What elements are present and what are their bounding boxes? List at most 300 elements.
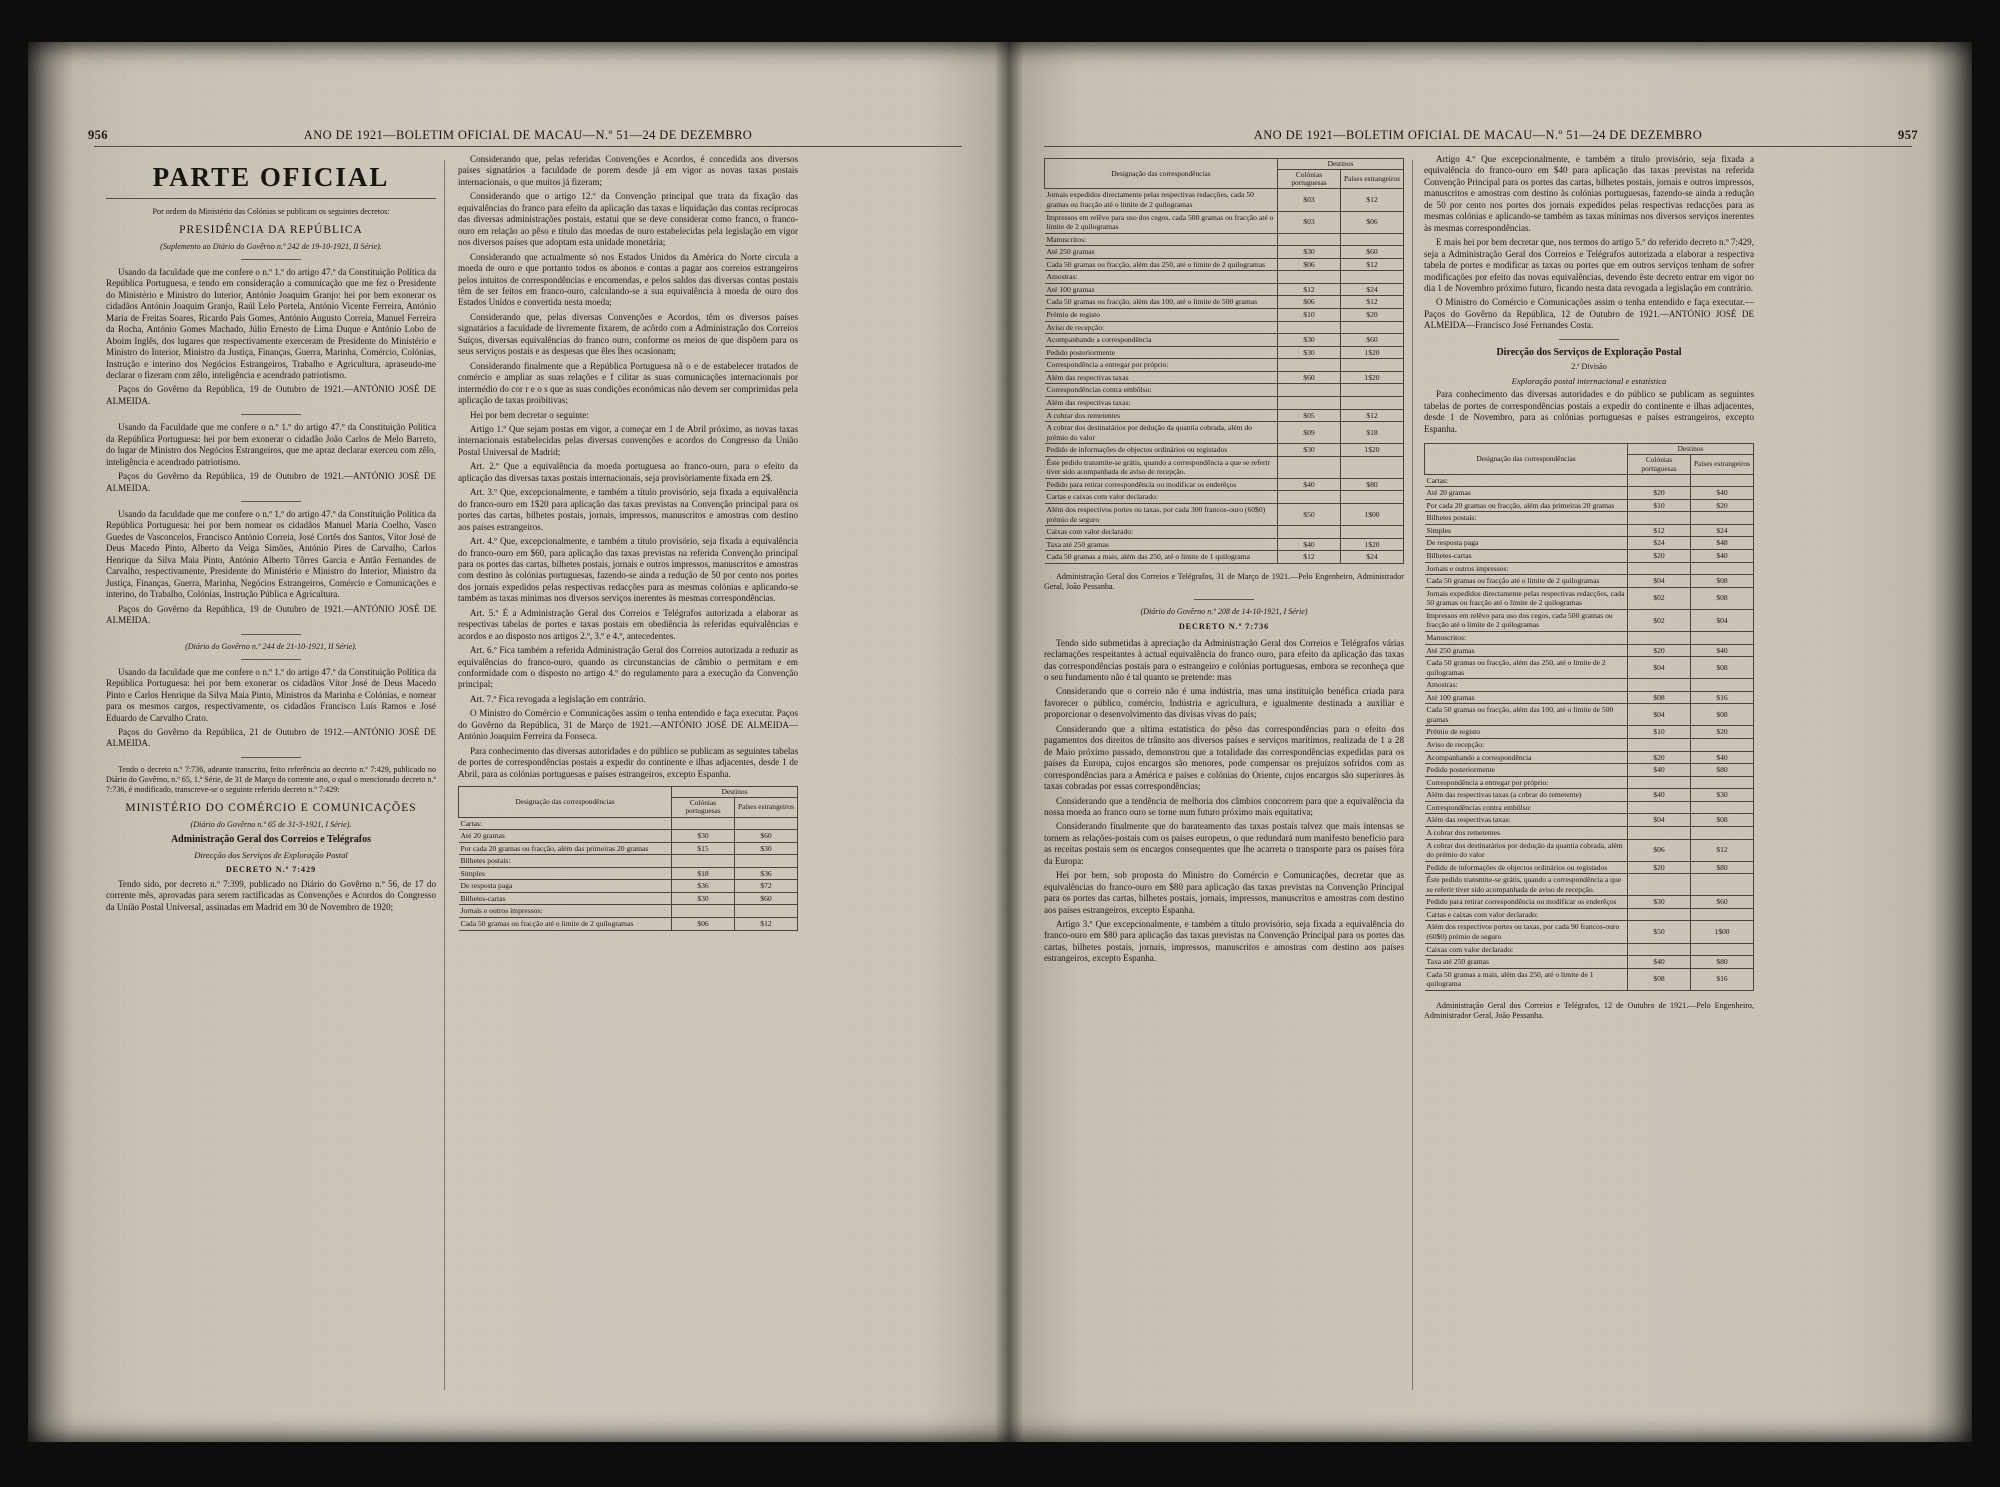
section-administracao: Administração Geral dos Correios e Telégrafos — [170, 834, 372, 846]
rate-estrangeiros — [1341, 233, 1404, 246]
rate-estrangeiros: $36 — [735, 867, 798, 880]
rate-estrangeiros: $60 — [735, 830, 798, 843]
table-row — [1425, 968, 1754, 990]
rate-estrangeiros: $48 — [1691, 537, 1754, 550]
divider-4 — [241, 634, 301, 635]
table-row — [1425, 609, 1754, 631]
rate-description: Cartas: — [459, 817, 672, 830]
rate-colonias: $40 — [1278, 538, 1341, 551]
rate-description: Pedido posteriormente — [1045, 346, 1278, 359]
col-header-destinos: Destinos — [1628, 444, 1754, 455]
paragraph: Para conhecimento das diversas autoridades e do público se publicam as seguintes tabelas de portes de correspondências postais a expedir do continente e ilhas adjacentes, desde 1 de Abril, para as colónias portuguesas e países estrangeiros, excepto Espanha. — [458, 745, 798, 779]
rate-colonias — [1628, 679, 1691, 692]
rate-colonias: $03 — [1278, 189, 1341, 211]
table-row — [1045, 396, 1404, 409]
left-column-1 — [106, 154, 436, 916]
rate-colonias: $20 — [1628, 861, 1691, 874]
section-divisao: 2.ª Divisão — [1571, 362, 1607, 372]
table-row — [1425, 487, 1754, 500]
rate-description: Jornais e outros impressos: — [1425, 562, 1628, 575]
table-row — [1425, 751, 1754, 764]
paragraph: Considerando que a tendência de melhoria dos câmbios concorrem para que a equivalência da nossa moeda ao franco ouro se torne num futuro próximo mais equitativa; — [1044, 795, 1404, 817]
rate-estrangeiros — [1691, 512, 1754, 525]
rate-colonias: $40 — [1628, 764, 1691, 777]
paragraph: Considerando finalmente que do barateamento das taxas postais talvez que mais intensas se tornem as relações-postais com os países europeus, o que redundará num manifesto benefício para as receitas postais sem os encargos consequentes que lhe acarreta o transporte para os países fóra da Europa: — [1044, 821, 1404, 866]
rate-estrangeiros — [1341, 456, 1404, 478]
rate-estrangeiros: 1$20 — [1341, 346, 1404, 359]
paragraph: Art. 4.º Que, excepcionalmente, e também a título provisório, seja fixada a equivalência do franco-ouro em $60, para aplicação das taxas previstas na referida Convenção principal para os portes das cartas, bilhetes postais, jornais e outros impressos, manuscritos e amostras com destino às colónias portuguesas, fazendo-se ainda a redução de 50 por cento nos portes dos jornais expedidos pelas respectivas redacções para as mesmas colónias e aplicando-se também as taxas mínimas nos diversos serviços inerentes às mesmas correspondências. — [458, 536, 798, 604]
paragraph: Considerando que, pelas referidas Convenções e Acordos, é concedida aos diversos países signatários a faculdade de porem desde já em vigor as novas taxas postais internacionais, o que muitos já fizeram; — [458, 154, 798, 187]
col-header-colonias: Colónias portuguesas — [672, 798, 735, 817]
paragraph: Hei por bem, sob proposta do Ministro do Comércio e Comunicações, decretar que as equivalências do franco-ouro em $80 para aplicação das taxas previstas na Convenção Principal para os portes das cartas, bilhetes postais, jornais, impressos, manuscritos e amostras com destino aos países estrangeiros, excepto Espanha. — [1044, 870, 1404, 915]
table-row — [1425, 704, 1754, 726]
rates-table-right-top — [1044, 158, 1404, 564]
col-header-estrangeiros: Países estrangeiros — [735, 798, 798, 817]
left-edge-shadow — [28, 42, 74, 1442]
table-row — [1425, 764, 1754, 777]
section-presidencia: PRESIDÊNCIA DA REPÚBLICA — [179, 224, 363, 237]
paragraph: Usando da faculdade que me confere o n.º 1.º do artigo 47.º da Constituição Política da República Portuguesa, e tendo em consideração a comunicação que me fez o Presidente do Ministério e Ministro do Interior, António Joaquim Granjo: hei por bem exonerar os cidadãos António Joaquim Granjo, Raúl Lelo Portela, António Vicente Ferreira, António Maria de Freitas Soares, Ricardo Pais Gomes, António Augusto Correia, Manuel Ferreira da Rocha, António Gomes Machado, Júlio Ernesto de Lima Duque e António Lobo de Aboim Inglês, dos lugares que respectivamente exerceram de Presidente do Ministério e Ministro do Interior, Ministro da Justiça, Finanças, Guerra, Marinha, Comércio, Colónias, Instrução e interino dos Negócios Estrangeiros, Trabalho e Agricultura, apraseudo-me declarar o fizeram com zêlo, inteligência e acendrado patriotismo. — [106, 266, 436, 380]
rate-estrangeiros: $40 — [1691, 751, 1754, 764]
left-head-rule — [94, 146, 962, 147]
table-row — [1045, 456, 1404, 478]
rate-colonias: $40 — [1278, 478, 1341, 491]
rate-estrangeiros: $12 — [1341, 296, 1404, 309]
col-header-colonias: Colónias portuguesas — [1628, 455, 1691, 474]
rate-estrangeiros — [1691, 908, 1754, 921]
table-row — [1425, 657, 1754, 679]
rate-description: Pedido para retirar correspondência ou modificar os enderêços — [1425, 896, 1628, 909]
decree-number-7429: DECRETO N.º 7:429 — [225, 864, 317, 874]
rate-colonias: $40 — [1628, 956, 1691, 969]
note-decree-reference: Tendo o decreto n.º 7:736, adeante transcrito, feito referência ao decreto n.º 7:429, publicado no Diário do Govêrno, n.º 65, 1.ª Série, de 31 de Março do corrente ano, o qual o mencionado decreto n.º 7:736, é modificado, transcreve-se o seguinte referido decreto n.º 7:429: — [106, 764, 437, 795]
paragraph: O Ministro do Comércio e Comunicações assim o tenha entendido e faça executar.—Paços do Govêrno da República, 12 de Outubro de 1921.—ANTÓNIO JOSÉ DE ALMEIDA—Francisco José Fernandes Costa. — [1424, 297, 1754, 331]
rates-table-right-bottom — [1424, 443, 1754, 991]
rate-colonias: $15 — [672, 842, 735, 855]
rate-estrangeiros: $60 — [1341, 334, 1404, 347]
rate-description: Cada 50 gramas a mais, além das 250, até o limite de 1 quilograma — [1045, 551, 1278, 564]
rate-description: Além das respectivas taxas (a cobrar do remetente) — [1425, 789, 1628, 802]
rate-description: Aviso de recepção: — [1045, 321, 1278, 334]
rate-estrangeiros: $08 — [1691, 814, 1754, 827]
rate-description: Jornais expedidos directamente pelas respectivas redacções, cada 50 gramas ou fracção até o limite de 2 quilogramas — [1045, 189, 1278, 211]
table-row — [459, 817, 798, 830]
table-row — [1045, 296, 1404, 309]
paragraph: Considerando que a ultima estatística do pêso das correspondências para o efeito dos pagamentos dos direitos de trânsito aos diversos países e serviços marítimos, realizada de 1 a 28 de Maio próximo passado, demonstrou que a totalidade das correspondências expedidas para os países da Europa, cujos encargos são menores, pode compensar os prejuízos sofridos com as correspondências para a América e países e colónias do Oriente, cujos encargos são superiores às taxas cobradas por essas correspondências; — [1044, 723, 1404, 792]
paragraph: Paços do Govêrno da República, 19 de Outubro de 1921.—ANTÓNIO JOSÉ DE ALMEIDA. — [106, 384, 436, 406]
rate-estrangeiros: $12 — [1691, 839, 1754, 861]
paragraph: Tendo sido, por decreto n.º 7:399, publicado no Diário do Govêrno n.º 56, de 17 do corrente mês, aprovadas para serem ractificadas as Convenções e Acordos do Congresso da União Postal Universal, assinadas em Madrid em 30 de Novembro de 1920; — [106, 878, 436, 912]
table-row — [1425, 524, 1754, 537]
table-row — [1425, 814, 1754, 827]
divider-6 — [241, 757, 301, 758]
rate-colonias — [672, 817, 735, 830]
rate-description: Êste pedido transmite-se grátis, quando a correspondência a que se referir tiver sido acompanhada de aviso de recepção. — [1425, 874, 1628, 896]
right-column-1 — [1044, 154, 1404, 968]
table-row — [1425, 908, 1754, 921]
paragraph: Artigo 3.º Que excepcionalmente, e também a título provisório, seja fixada a equivalência do franco-ouro em $80 para aplicação das taxas previstas na Convenção Principal para os portes das cartas, bilhetes postais, jornais, impressos, manuscritos e amostras com destino aos países estrangeiros, excepto Espanha. — [1044, 919, 1404, 964]
rate-estrangeiros: $40 — [1691, 487, 1754, 500]
table-row — [1425, 739, 1754, 752]
table-row — [459, 867, 798, 880]
table-row — [1045, 526, 1404, 539]
table-row — [1045, 538, 1404, 551]
rate-colonias — [1278, 456, 1341, 478]
table-row — [1045, 334, 1404, 347]
rate-colonias: $60 — [1278, 371, 1341, 384]
rate-estrangeiros: $16 — [1691, 691, 1754, 704]
rate-colonias: $03 — [1278, 211, 1341, 233]
rate-estrangeiros — [1691, 776, 1754, 789]
table-row — [1045, 246, 1404, 259]
rate-colonias: $06 — [1278, 258, 1341, 271]
rate-colonias: $50 — [1628, 921, 1691, 943]
rate-description: Aviso de recepção: — [1425, 739, 1628, 752]
rate-colonias — [1628, 801, 1691, 814]
table-row — [1045, 283, 1404, 296]
col-header-description: Designação das correspondências — [1045, 159, 1278, 189]
col-header-colonias: Colónias portuguesas — [1278, 170, 1341, 189]
paragraph: Usando da faculdade que me confere o n.º 1.º do artigo 47.º da Constituição Política da República Portuguesa: hei por bem exonerar os cidadãos Vítor José de Deus Macedo Pinto e Carlos Henrique da Silva Maia Pinto, Ministros da Marinha e Colónias, e nomear para os mesmos cargos, respectivamente, os cidadãos Francisco Luís Ramos e José Eduardo de Carvalho Crato. — [106, 666, 436, 723]
rate-estrangeiros: $40 — [1691, 644, 1754, 657]
table-row — [1425, 896, 1754, 909]
rate-estrangeiros — [1691, 943, 1754, 956]
rates-table-right-bottom-body — [1425, 474, 1754, 990]
rate-description: Até 250 gramas — [1425, 644, 1628, 657]
signature-2: Administração Geral dos Correios e Telégrafos, 12 de Outubro de 1921.—Pelo Engenheiro, Administrador Geral, João Pessanha. — [1424, 1000, 1754, 1021]
table-row — [1425, 550, 1754, 563]
title-rule — [106, 198, 436, 199]
rate-colonias: $30 — [1278, 246, 1341, 259]
rate-description: Por cada 20 gramas ou fracção, além das primeiras 20 gramas — [459, 842, 672, 855]
table-row — [1045, 359, 1404, 372]
rate-estrangeiros: $24 — [1341, 551, 1404, 564]
decree-number-7736: DECRETO N.º 7:736 — [1178, 622, 1270, 632]
rate-description: Cartas e caixas com valor declarado: — [1425, 908, 1628, 921]
col-header-destinos: Destinos — [672, 787, 798, 798]
paragraph: Art. 2.º Que a equivalência da moeda portuguesa ao franco-ouro, para o efeito da aplicação das diversas taxas postais internacionais, seja provisòriamente fixada em 2$. — [458, 461, 798, 483]
rate-description: Prémio de registo — [1425, 726, 1628, 739]
table-row — [1425, 861, 1754, 874]
table-row — [459, 842, 798, 855]
rate-colonias: $04 — [1628, 575, 1691, 588]
rate-description: Pedido de informações de objectos ordinários ou registados — [1045, 444, 1278, 457]
rate-estrangeiros: $60 — [1341, 246, 1404, 259]
rate-description: Jornais e outros impressos: — [459, 905, 672, 918]
rate-estrangeiros — [1341, 384, 1404, 397]
table-row — [1045, 444, 1404, 457]
rate-description: Impressos em relêvo para uso dos cegos, cada 500 gramas ou fracção até o limite de 2 quilogramas — [1425, 609, 1628, 631]
rate-description: Pedido de informações de objectos ordinários ou registados — [1425, 861, 1628, 874]
rate-description: Correspondências contra embôlso: — [1045, 384, 1278, 397]
rate-estrangeiros: $08 — [1691, 575, 1754, 588]
table-row — [1425, 826, 1754, 839]
rate-colonias: $30 — [1278, 346, 1341, 359]
rate-estrangeiros: 1$00 — [1691, 921, 1754, 943]
source-2: (Diário do Govêrno n.º 244 de 21-10-1921, II Série). — [185, 641, 357, 651]
rate-colonias — [1628, 908, 1691, 921]
rate-colonias: $06 — [1278, 296, 1341, 309]
signature-1: Administração Geral dos Correios e Telégrafos, 31 de Março de 1921.—Pelo Engenheiro, Administrador Geral, João Pessanha. — [1044, 571, 1404, 592]
page-title: PARTE OFICIAL — [152, 162, 390, 192]
col-header-estrangeiros: Países estrangeiros — [1691, 455, 1754, 474]
rate-description: Caixas com valor declarado: — [1425, 943, 1628, 956]
rate-description: Pedido posteriormente — [1425, 764, 1628, 777]
paragraph: Hei por bem decretar o seguinte: — [470, 409, 589, 420]
rate-estrangeiros: $16 — [1691, 968, 1754, 990]
rate-colonias: $20 — [1628, 550, 1691, 563]
table-row — [1045, 233, 1404, 246]
rate-estrangeiros — [735, 905, 798, 918]
book-spread — [28, 42, 1972, 1442]
rate-description: Amostras: — [1045, 271, 1278, 284]
rate-estrangeiros: $40 — [1691, 550, 1754, 563]
rates-table-left — [458, 786, 798, 930]
divider-r2 — [1559, 339, 1619, 340]
rate-description: Até 20 gramas — [459, 830, 672, 843]
rate-estrangeiros — [1691, 631, 1754, 644]
rate-estrangeiros: $18 — [1341, 422, 1404, 444]
rate-colonias — [1628, 874, 1691, 896]
paragraph: E mais hei por bem decretar que, nos termos do artigo 5.º do referido decreto n.º 7:429, seja a Administração Geral dos Correios e Telégrafos autorizada a elaborar a respectiva tabela de portes e modificar as taxas ou portes que em outros serviços tenham de sofrer modificações por efeito das novas equivalências, devendo êste decreto entrar em vigor no dia 1 de Novembro próximo futuro, ficando nesta data revogada a legislação em contrário. — [1424, 237, 1754, 293]
rate-estrangeiros — [1341, 396, 1404, 409]
rate-colonias — [672, 905, 735, 918]
rate-colonias — [1628, 562, 1691, 575]
paragraph: Considerando finalmente que a República Portuguesa nã o e de estabelecer tratados de comércio e ampliar as suas relações e f cilitar as suas comunicações internacionais por intermédio do cor r e o s que as suas condições económicas não devem ser comprimidas pela aplicação de taxas proibitivas; — [458, 360, 798, 406]
table-row — [1425, 776, 1754, 789]
rate-description: Simples — [1425, 524, 1628, 537]
rate-description: Bilhetes-cartas — [1425, 550, 1628, 563]
rate-estrangeiros: $12 — [1341, 189, 1404, 211]
rate-colonias: $30 — [1278, 444, 1341, 457]
rate-colonias: $50 — [1278, 504, 1341, 526]
rate-description: Além dos respectivos portes ou taxas, por cada 90 francos-ouro (60$0) prémio de seguro — [1425, 921, 1628, 943]
right-page — [1038, 42, 1918, 1442]
rate-description: Taxa até 250 gramas — [1045, 538, 1278, 551]
rate-estrangeiros: $24 — [1691, 524, 1754, 537]
rate-colonias: $18 — [672, 867, 735, 880]
table-row — [1425, 575, 1754, 588]
rate-colonias — [1278, 396, 1341, 409]
rate-estrangeiros: $80 — [1691, 956, 1754, 969]
rate-colonias: $12 — [1278, 283, 1341, 296]
rate-description: Acompanhando a correspondência — [1425, 751, 1628, 764]
rate-description: Pedido para retirar correspondência ou modificar os enderêços — [1045, 478, 1278, 491]
paragraph: Artigo 1.º Que sejam postas em vigor, a começar em 1 de Abril próximo, as novas taxas internacionais estabelecidas pelas diversas convenções e acordos do Congresso da União Postal Universal de Madrid; — [458, 423, 798, 457]
rate-colonias: $06 — [1628, 839, 1691, 861]
rate-colonias — [1278, 321, 1341, 334]
rate-colonias — [1628, 739, 1691, 752]
table-row — [459, 830, 798, 843]
rate-description: Até 20 gramas — [1425, 487, 1628, 500]
table-row — [1045, 491, 1404, 504]
rate-description: Até 100 gramas — [1425, 691, 1628, 704]
rate-estrangeiros: $20 — [1691, 499, 1754, 512]
paragraph: Art. 7.º Fica revogada a legislação em contrário. — [470, 693, 646, 704]
rate-colonias — [1628, 826, 1691, 839]
rate-description: Cada 50 gramas ou fracção, além das 250, até o limite de 2 quilogramas — [1425, 657, 1628, 679]
rate-estrangeiros: $12 — [1341, 258, 1404, 271]
right-column-divider — [1412, 160, 1413, 1390]
left-column-2 — [458, 154, 798, 931]
table-row — [1045, 551, 1404, 564]
rate-colonias: $05 — [1278, 409, 1341, 422]
table-row — [1045, 211, 1404, 233]
divider-1 — [241, 259, 301, 260]
rate-description: Cada 50 gramas ou fracção, além das 250, até o limite de 2 quilogramas — [1045, 258, 1278, 271]
table-row — [1425, 921, 1754, 943]
rate-description: Além das respectivas taxas: — [1045, 396, 1278, 409]
rate-description: Cada 50 gramas ou fracção, além das 100, até o limite de 500 gramas — [1045, 296, 1278, 309]
table-row — [1045, 504, 1404, 526]
rate-colonias — [1278, 271, 1341, 284]
table-row — [1425, 587, 1754, 609]
rate-estrangeiros: 1$20 — [1341, 371, 1404, 384]
rate-estrangeiros: $80 — [1691, 861, 1754, 874]
rate-description: Caixas com valor declarado: — [1045, 526, 1278, 539]
table-row — [1425, 839, 1754, 861]
table-row — [1425, 631, 1754, 644]
rate-colonias: $08 — [1628, 968, 1691, 990]
left-folio: 956 — [88, 128, 108, 142]
paragraph: Considerando que, pelas diversas Convenções e Acordos, têm os diversos países signatários a faculdade de livremente fixarem, de acôrdo com a Administração dos Correios Suíços, diversas equivalências do franco ouro, conforme os meios de que dispõem para os seus serviços postais e as despesas que êles lhes ocasionam; — [458, 311, 798, 357]
rate-estrangeiros: $20 — [1341, 309, 1404, 322]
rate-description: Por cada 20 gramas ou fracção, além das primeiras 20 gramas — [1425, 499, 1628, 512]
section-ministerio: MINISTÉRIO DO COMÉRCIO E COMUNICAÇÕES — [125, 802, 417, 815]
rate-description: Bilhetes postais: — [1425, 512, 1628, 525]
paragraph: Considerando que o correio não é uma indústria, mas uma instituição benéfica criada para favorecer o público, comércio, Indústria e agricultura, e igualmente destinada a auxiliar e proporcionar o desenvolvimento das divisas vivas do país; — [1044, 686, 1404, 720]
rate-estrangeiros: $12 — [735, 918, 798, 931]
paragraph: Paços do Govêrno da República, 21 de Outubro de 1912.—ANTÓNIO JOSÉ DE ALMEIDA. — [106, 727, 436, 749]
rate-colonias: $30 — [1278, 334, 1341, 347]
rate-description: Êste pedido transmite-se grátis, quando a correspondência a que se referir tiver sido acompanhada de aviso de recepção. — [1045, 456, 1278, 478]
table-row — [1425, 537, 1754, 550]
paragraph: Art. 5.º É a Administração Geral dos Correios e Telégrafos autorizada a elaborar as respectivas tabelas de portes e taxas postais em obediência às referidas equivalências e acordos e ao disposto nos artigos 2.º, 3.º e 4.º, antecedentes. — [458, 607, 798, 641]
rate-description: Além dos respectivos portes ou taxas, por cada 300 francos-ouro (60$0) prémio de seguro — [1045, 504, 1278, 526]
rate-estrangeiros: $60 — [735, 892, 798, 905]
rate-description: Cada 50 gramas ou fracção até o limite de 2 quilogramas — [1425, 575, 1628, 588]
paragraph: O Ministro do Comércio e Comunicações assim o tenha entendido e faça executar. Paços do Govêrno da República, 31 de Março de 1921.—ANTÓNIO JOSÉ DE ALMEIDA—António Joaquim Ferreira da Fonseca. — [458, 708, 798, 742]
rate-estrangeiros: 1$20 — [1341, 444, 1404, 457]
rate-colonias: $04 — [1628, 657, 1691, 679]
rate-colonias — [1628, 474, 1691, 487]
divider-2 — [241, 414, 301, 415]
rate-description: Bilhetes-cartas — [459, 892, 672, 905]
paragraph: Usando da Faculdade que me confere o n.º 1.º do artigo 47.º da Constituição Política da República Portuguesa: hei por bem exonerar o cidadão João Carlos de Melo Barreto, do lugar de Ministro dos Negócios Estrangeiros, que me apraz declarar exerceu com zêlo, inteligência e acendrado patriotismo. — [106, 422, 436, 467]
table-row — [1425, 499, 1754, 512]
section-direccao-right: Direcção dos Serviços de Exploração Postal — [1496, 346, 1682, 358]
rate-estrangeiros — [1691, 474, 1754, 487]
table-row — [1425, 956, 1754, 969]
rate-estrangeiros — [735, 855, 798, 868]
table-row — [1045, 309, 1404, 322]
table-row — [1045, 346, 1404, 359]
rate-estrangeiros — [1691, 562, 1754, 575]
rate-description: Taxa até 250 gramas — [1425, 956, 1628, 969]
rate-description: Cartas: — [1425, 474, 1628, 487]
rate-estrangeiros — [1341, 359, 1404, 372]
rate-colonias — [1628, 943, 1691, 956]
table-row — [1045, 384, 1404, 397]
paragraph: Art. 6.º Fica também a referida Administração Geral dos Correios autorizada a reduzir as equivalências do franco-ouro, quando as circunstancias de câmbio o permitam e em conformidade com o disposto no artigo 4.º do regulamento para a execução da Convenção principal; — [458, 645, 798, 690]
source-right-1: (Diário do Govêrno n.º 208 de 14-10-1921, I Série) — [1140, 607, 1308, 617]
paragraph: Para conhecimento das diversas autoridades e do público se publicam as seguintes tabelas de portes de correspondências postais a expedir do continente e ilhas adjacentes, desde 1 de Novembro, para as colónias portuguesas e países estrangeiros, excepto Espanha. — [1424, 389, 1754, 434]
rate-colonias — [1278, 233, 1341, 246]
rate-colonias: $04 — [1628, 704, 1691, 726]
rate-colonias: $20 — [1628, 487, 1691, 500]
rate-description: Manuscritos: — [1045, 233, 1278, 246]
rate-estrangeiros — [1691, 739, 1754, 752]
rate-estrangeiros — [1341, 321, 1404, 334]
table-row — [1425, 512, 1754, 525]
col-header-destinos: Destinos — [1278, 159, 1404, 170]
rate-colonias: $12 — [1628, 524, 1691, 537]
paragraph: Considerando que o artigo 12.º da Convenção principal que trata da fixação das equivalências do franco para efeito da aplicação das taxas e liquidação das contas recíprocas das diversas administrações postais, estatui que se deve considerar como franco, o franco-ouro em relação ao pêso e título das moedas de ouro estabelecidas pela legislação em vigor nos diversos países que adoptam esta unidade monetária; — [458, 191, 798, 248]
rate-estrangeiros — [1341, 271, 1404, 284]
table-row — [1045, 189, 1404, 211]
rate-colonias: $02 — [1628, 609, 1691, 631]
rate-description: Além das respectivas taxas — [1045, 371, 1278, 384]
rate-estrangeiros: 1$20 — [1341, 538, 1404, 551]
rate-description: Cada 50 gramas ou fracção até o limite de 2 quilogramas — [459, 918, 672, 931]
rate-description: Correspondência a entregar por próprio: — [1045, 359, 1278, 372]
rate-colonias: $06 — [672, 918, 735, 931]
rate-description: Prémio de registo — [1045, 309, 1278, 322]
table-row — [1425, 474, 1754, 487]
rates-table-left-body — [459, 817, 798, 930]
rate-colonias: $02 — [1628, 587, 1691, 609]
rate-estrangeiros: $20 — [1691, 726, 1754, 739]
rate-colonias: $04 — [1628, 814, 1691, 827]
rate-estrangeiros: $80 — [1691, 764, 1754, 777]
rate-colonias: $36 — [672, 880, 735, 893]
right-column-2 — [1424, 154, 1754, 1024]
rate-colonias — [1278, 359, 1341, 372]
paragraph: Paços do Govêrno da República, 19 de Outubro de 1921.—ANTÓNIO JOSÉ DE ALMEIDA. — [106, 603, 436, 626]
rate-description: Acompanhando a correspondência — [1045, 334, 1278, 347]
rate-estrangeiros: $08 — [1691, 587, 1754, 609]
paragraph: Paços do Govêrno da República, 19 de Outubro de 1921.—ANTÓNIO JOSÉ DE ALMEIDA. — [106, 471, 436, 493]
source-1: (Suplemento ao Diário do Govêrno n.º 242 de 19-10-1921, II Série). — [160, 241, 382, 251]
rates-table-left-wrap — [458, 786, 798, 930]
table-row — [1425, 679, 1754, 692]
col-header-description: Designação das correspondências — [1425, 444, 1628, 474]
table-row — [459, 905, 798, 918]
rate-estrangeiros: $08 — [1691, 657, 1754, 679]
section-exploracao: Exploração postal internacional e estatística — [1511, 375, 1667, 386]
rate-estrangeiros — [735, 817, 798, 830]
rate-estrangeiros: $30 — [735, 842, 798, 855]
divider-3 — [241, 501, 301, 502]
table-row — [1045, 271, 1404, 284]
rate-estrangeiros — [1341, 526, 1404, 539]
rate-description: Jornais expedidos directamente pelas respectivas redacções, cada 50 gramas ou fracção até o limite de 2 quilogramas — [1425, 587, 1628, 609]
rate-description: Amostras: — [1425, 679, 1628, 692]
rate-description: A cobrar dos remetentes — [1045, 409, 1278, 422]
divider-r1 — [1194, 599, 1254, 600]
table-row — [1425, 562, 1754, 575]
rate-estrangeiros: $80 — [1341, 478, 1404, 491]
paragraph: Artigo 4.º Que excepcionalmente, e também a título provisório, seja fixada a equivalência do franco-ouro em $40 para aplicação das taxas previstas na referida Convenção Principal para os portes das cartas, bilhetes postais, jornais e outros impressos, manuscritos e amostras com destino às colónias portuguesas, fazendo-se ainda a redução de 50 por cento nos portes dos jornais expedidos pelas respectivas redacções para as mesmas colónias e aplicando-se também as taxas mínimas nos diversos serviços inerentes às mesmas correspondências. — [1424, 154, 1754, 233]
paragraph: Tendo sido submetidas à apreciação da Administração Geral dos Correios e Telégrafos várias reclamações respeitantes à actual equivalência do franco ouro, para efeito da aplicação das taxas das correspondências postais para o estrangeiro e colónias portuguesas, embora se reconheça que o seu fundamento não é tal quanto se pretende: mas — [1044, 637, 1404, 682]
rate-colonias — [1278, 491, 1341, 504]
rate-estrangeiros: $30 — [1691, 789, 1754, 802]
table-row — [1045, 422, 1404, 444]
rate-description: Correspondência a entregar por próprio: — [1425, 776, 1628, 789]
rate-colonias — [1628, 512, 1691, 525]
rates-table-right-top-body — [1045, 189, 1404, 563]
table-row — [1425, 691, 1754, 704]
